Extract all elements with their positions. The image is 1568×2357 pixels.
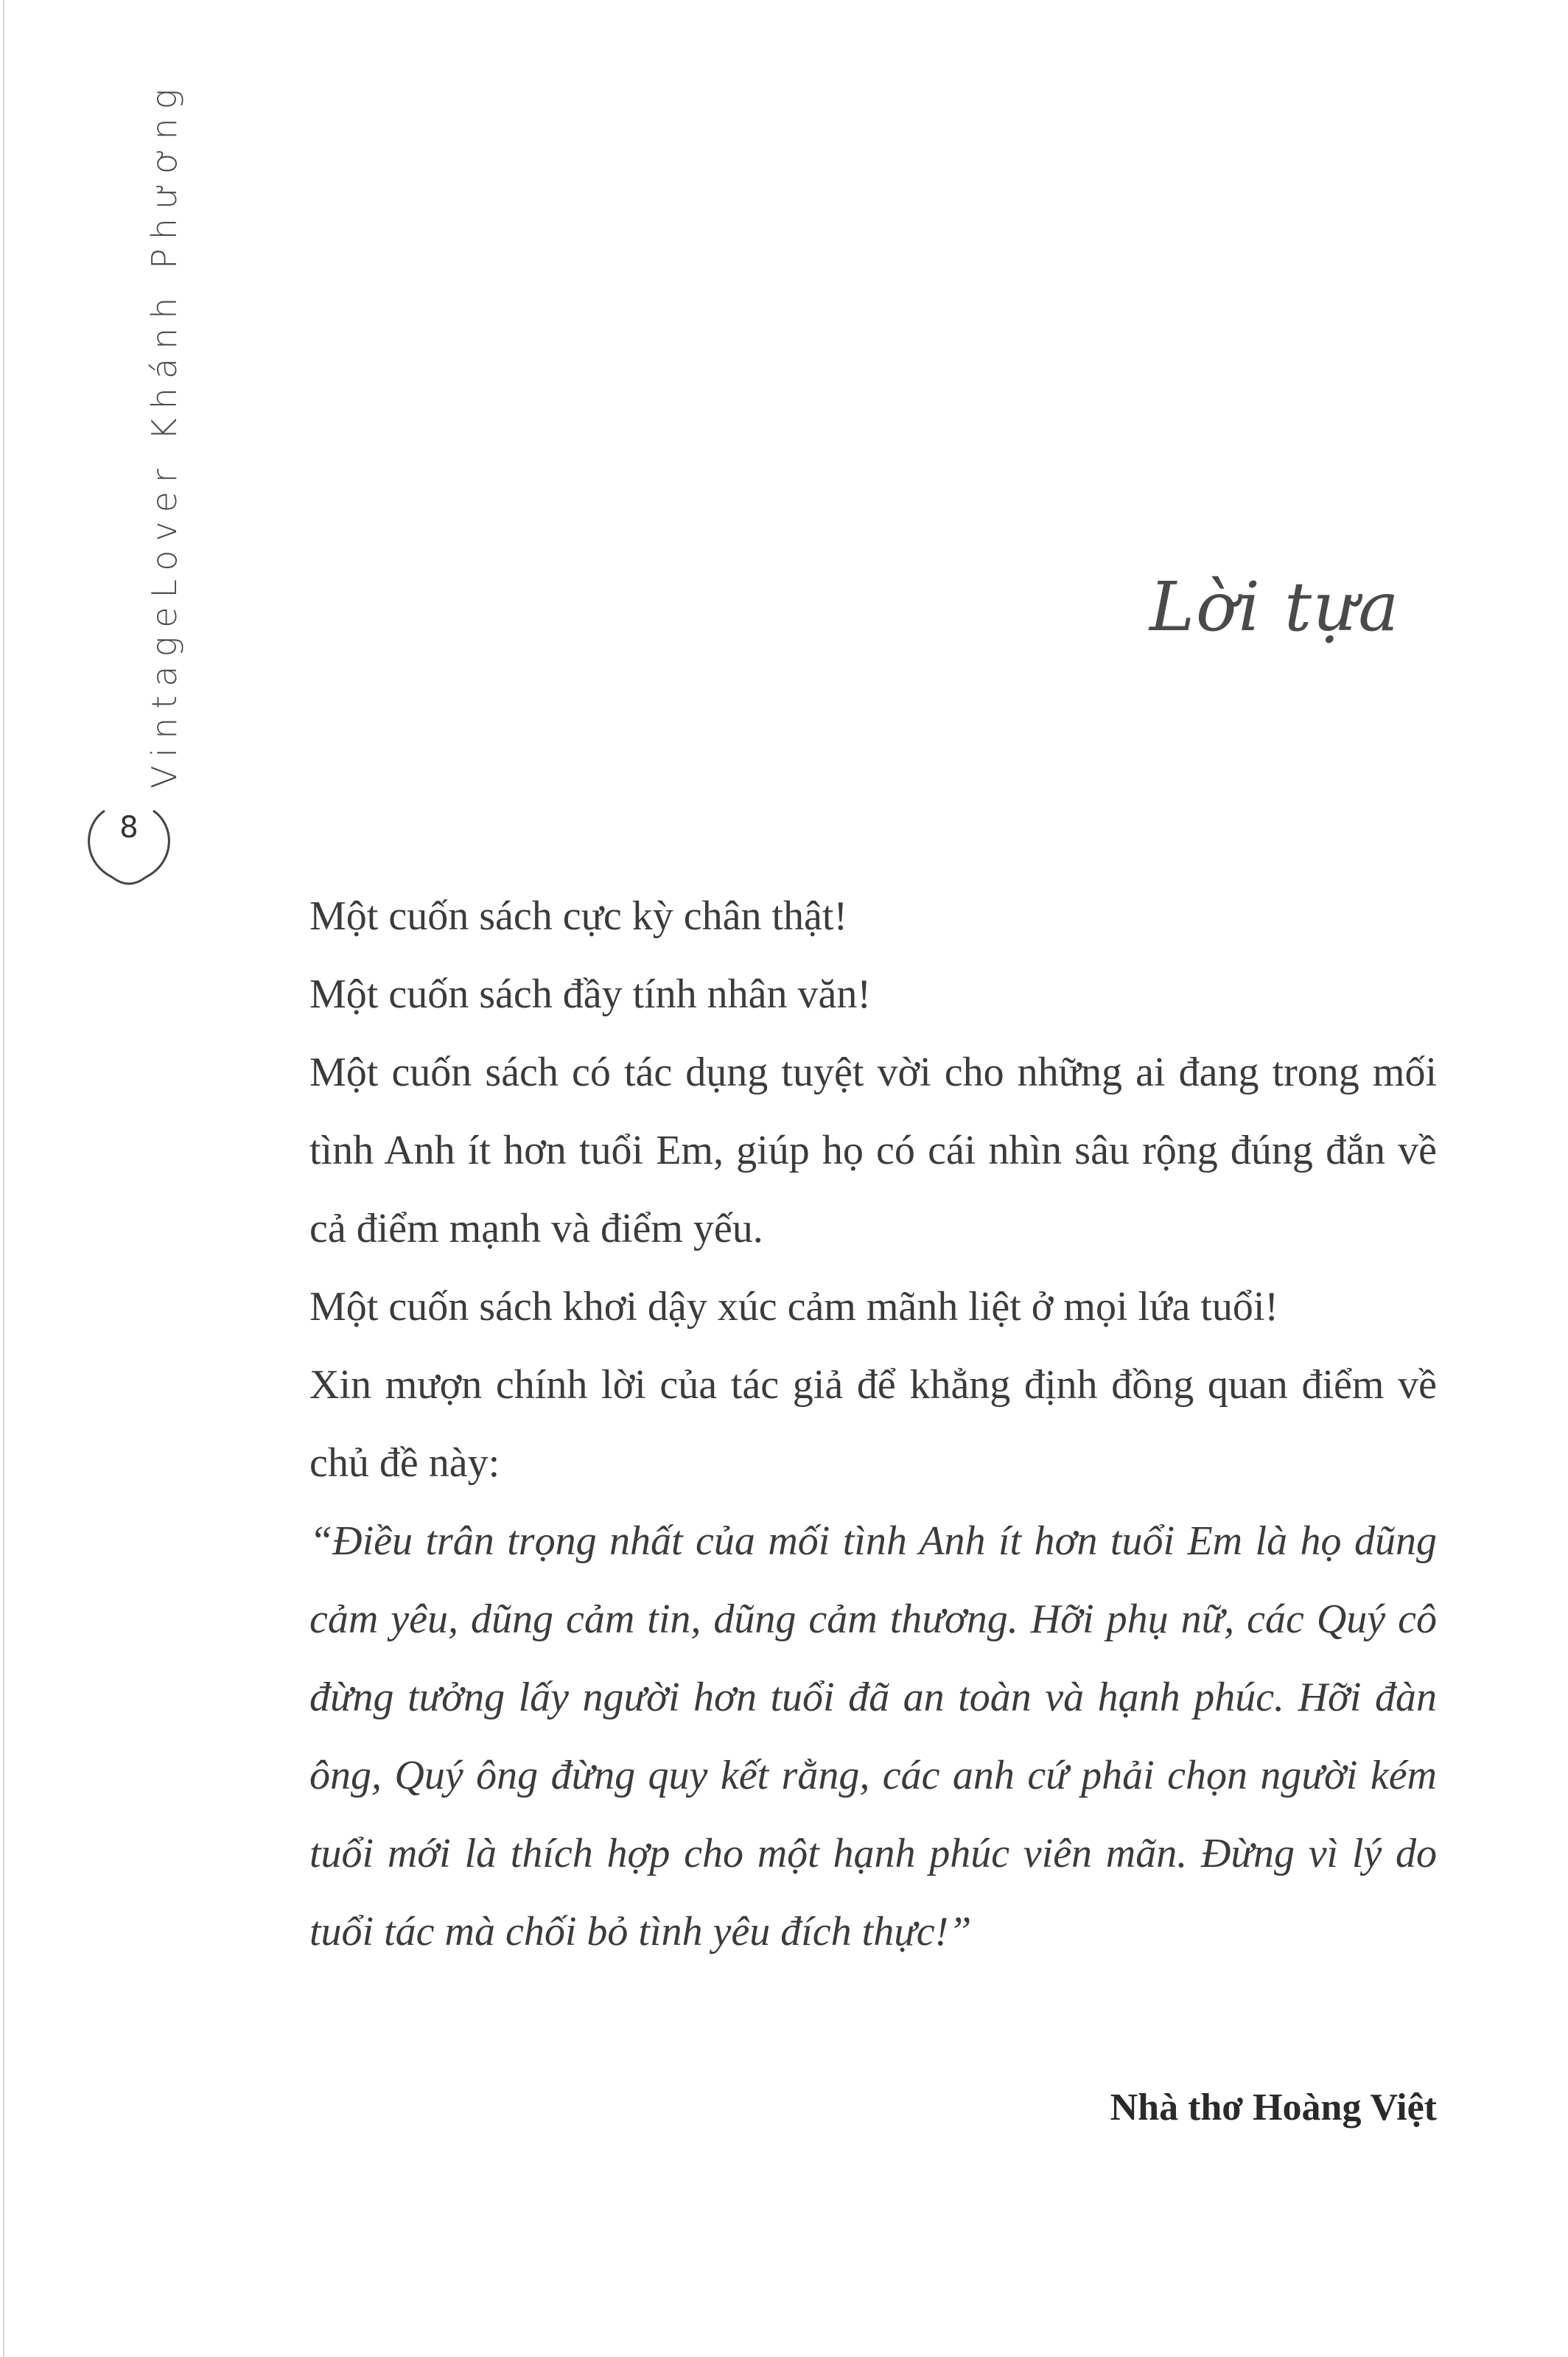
paragraph-2: Một cuốn sách đầy tính nhân văn! xyxy=(309,971,872,1017)
signature: Nhà thơ Hoàng Việt xyxy=(1110,2087,1437,2129)
body-text xyxy=(309,877,1437,1971)
running-header: VintageLover Khánh Phương xyxy=(144,80,184,789)
gutter-line xyxy=(3,0,4,2357)
author-quote: “Điều trân trọng nhất của mối tình Anh ít hơn tuổi Em là họ dũng cảm yêu, dũng cảm tin, dũng cảm thương. Hỡi phụ nữ, các Quý cô đừng tưởng lấy người hơn tuổi đã an toàn và hạnh phúc. Hỡi đàn ông, Quý ông đừng quy kết rằng, các anh cứ phải chọn người kém tuổi mới là thích hợp cho một hạnh phúc viên mãn. Đừng vì lý do tuổi tác mà chối bỏ tình yêu đích thực!” xyxy=(309,1518,1437,1955)
paragraph-4: Một cuốn sách khơi dậy xúc cảm mãnh liệt ở mọi lứa tuổi! xyxy=(309,1284,1279,1330)
page-number: 8 xyxy=(119,811,139,845)
chapter-title-text: Lời tựa xyxy=(1149,568,1401,646)
chapter-title xyxy=(1149,568,1444,671)
paragraph-1: Một cuốn sách cực kỳ chân thật! xyxy=(309,893,848,939)
paragraph-5: Xin mượn chính lời của tác giả để khẳng định đồng quan điểm về chủ đề này: xyxy=(309,1362,1437,1486)
paragraph-3: Một cuốn sách có tác dụng tuyệt vời cho những ai đang trong mối tình Anh ít hơn tuổi Em, giúp họ có cái nhìn sâu rộng đúng đắn về cả điểm mạnh và điểm yếu. xyxy=(309,1050,1437,1251)
